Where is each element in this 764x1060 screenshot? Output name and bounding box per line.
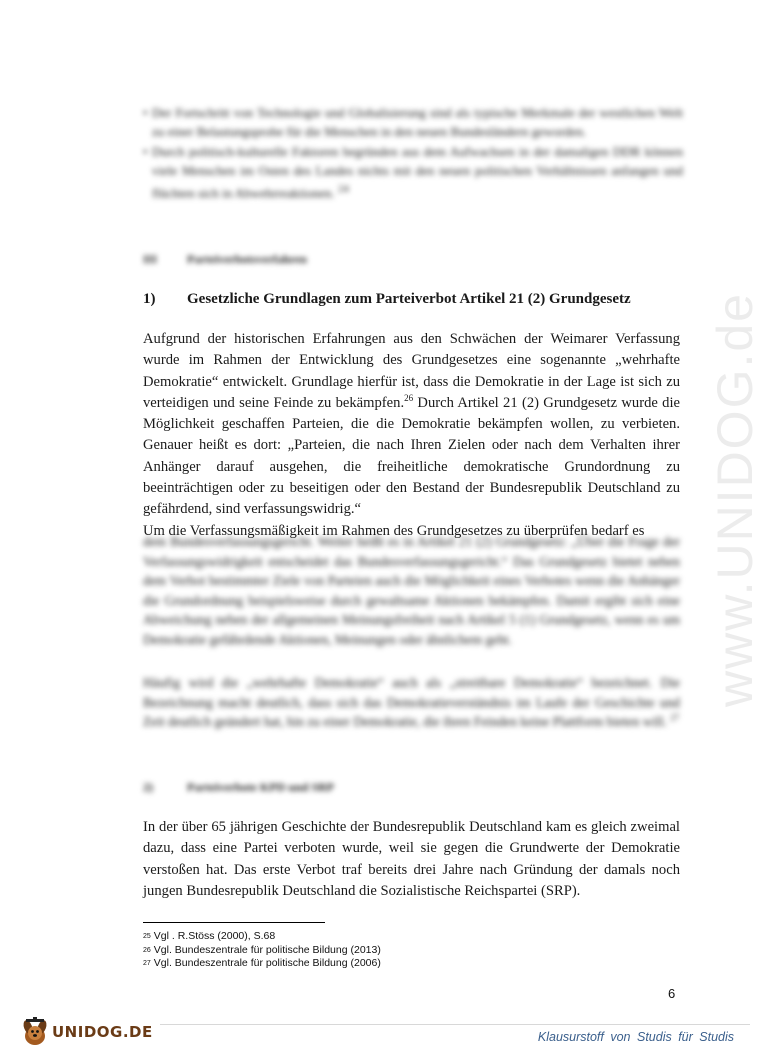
section-heading-1 <box>143 291 631 308</box>
section-heading-iii: III Parteiverbotsverfahren <box>143 252 307 266</box>
paragraph-wehrhafte-demokratie: Aufgrund der historischen Erfahrungen aus den Schwächen der Weimarer Verfassung wurde im Rahmen der Entwicklung des Grundgesetzes eine sogenannte „wehrhafte Demokratie“ entwickelt. Grundlage hierfür ist, dass die Demokratie in der Lage ist sich zu verteidigen und seine Feinde zu bekämpfen.$^{26}$ Durch Artikel 21 (2) Grundgesetz wurde die Möglichkeit geschaffen Parteien, die die Demokratie bekämpfen wollen, zu verbieten. Genauer heißt es dort: „Parteien, die nach Ihren Zielen oder nach dem Verhalten ihrer Anhänger darauf ausgehen, die freiheitliche demokratische Grundordnung zu beeinträchtigen oder zu beseitigen oder den Bestand der Bundesrepublik Deutschland zu gefährdend, sind verfassungswidrig.“ Um die Verfassungsmäßigkeit im Rahmen des Grundgesetzes zu überprüfen bedarf es <box>143 331 680 539</box>
blurred-bullet-list <box>143 104 683 205</box>
footnotes <box>143 930 381 971</box>
blurred-paragraph: Häufig wird die „wehrhafte Demokratie“ auch als „streitbare Demokratie“ bezeichnet. Die Bezeichnung macht deutlich, dass sich das Demokratieverständnis im Laufe der Geschichte und Zeit deutlich geändert hat, hin zu einer Demokratie, die ihren Feinden keine Plattform bieten will. $^{27}$ <box>143 675 680 730</box>
bullet-item: • Der Fortschritt von Technologie und Globalisierung sind als typische Merkmale der westlichen Welt zu einer Belastungsprobe für die Menschen in den neuen Bundesländern geworden. <box>143 104 683 141</box>
blurred-paragraph: dem Bundesverfassungsgericht. Weiter heißt es in Artikel 21 (2) Grundgesetz: „Über die Frage der Verfassungswidrigkeit entscheidet das Bundesverfassungsgericht.“ Das Grundgesetz bietet neben dem Verbot bestimmter Ziele von Parteien auch die Möglichkeit eines Verbotes wenn die Anhänger die Grundordnung beispielsweise durch gewaltsame Aktionen bekämpfen. Damit ergibt sich eine Abweichung neben der allgemeinen Meinungsfreiheit nach Artikel 5 (1) Grundgesetz, wenn es um Demokratie gefährdende Aktionen, Meinungen oder ähnlichem geht. <box>143 534 680 647</box>
section-title: Gesetzliche Grundlagen zum Parteiverbot Artikel 21 (2) Grundgesetz <box>187 291 631 307</box>
bullet-item: • Durch politisch-kulturelle Faktoren begründen aus dem Aufwachsen in der damaligen DDR können viele Menschen im Osten des Landes nichts mit den neuen politischen Verhältnissen anfangen und flüchten sich in Abwehrreaktionen. $^{24}$ <box>143 143 683 203</box>
dog-mascot-icon <box>20 1017 50 1047</box>
paragraph-parteiverbote: In der über 65 jährigen Geschichte der Bundesrepublik Deutschland kam es gleich zweimal dazu, dass eine Partei verboten wurde, weil sie gegen die Grundwerte der Demokratie verstoßen hat. Das erste Verbot traf bereits drei Jahre nach Gründung der damals noch jungen Bundesrepublik Deutschland die Sozialistische Reichspartei (SRP). <box>143 819 680 899</box>
unidog-logo <box>20 1016 153 1048</box>
page-number: 6 <box>668 986 676 1001</box>
footer-divider <box>160 1024 750 1025</box>
footnote: 25 Vgl . R.Stöss (2000), S.68 <box>143 930 276 942</box>
footer-tagline: Klausurstoff von Studis für Studis <box>537 1030 734 1044</box>
footnote: 27 Vgl. Bundeszentrale für politische Bildung (2006) <box>143 957 381 969</box>
footnote-divider <box>143 922 325 923</box>
footnote-ref: 26 <box>404 393 414 404</box>
section-heading-2: 2) Parteiverbote KPD und SRP <box>143 780 334 794</box>
logo-text: UNIDOG.DE <box>52 1023 153 1041</box>
footnote: 26 Vgl. Bundeszentrale für politische Bildung (2013) <box>143 943 381 956</box>
section-number: 1) <box>143 291 156 307</box>
watermark: www.UNIDOG.de <box>707 292 763 707</box>
